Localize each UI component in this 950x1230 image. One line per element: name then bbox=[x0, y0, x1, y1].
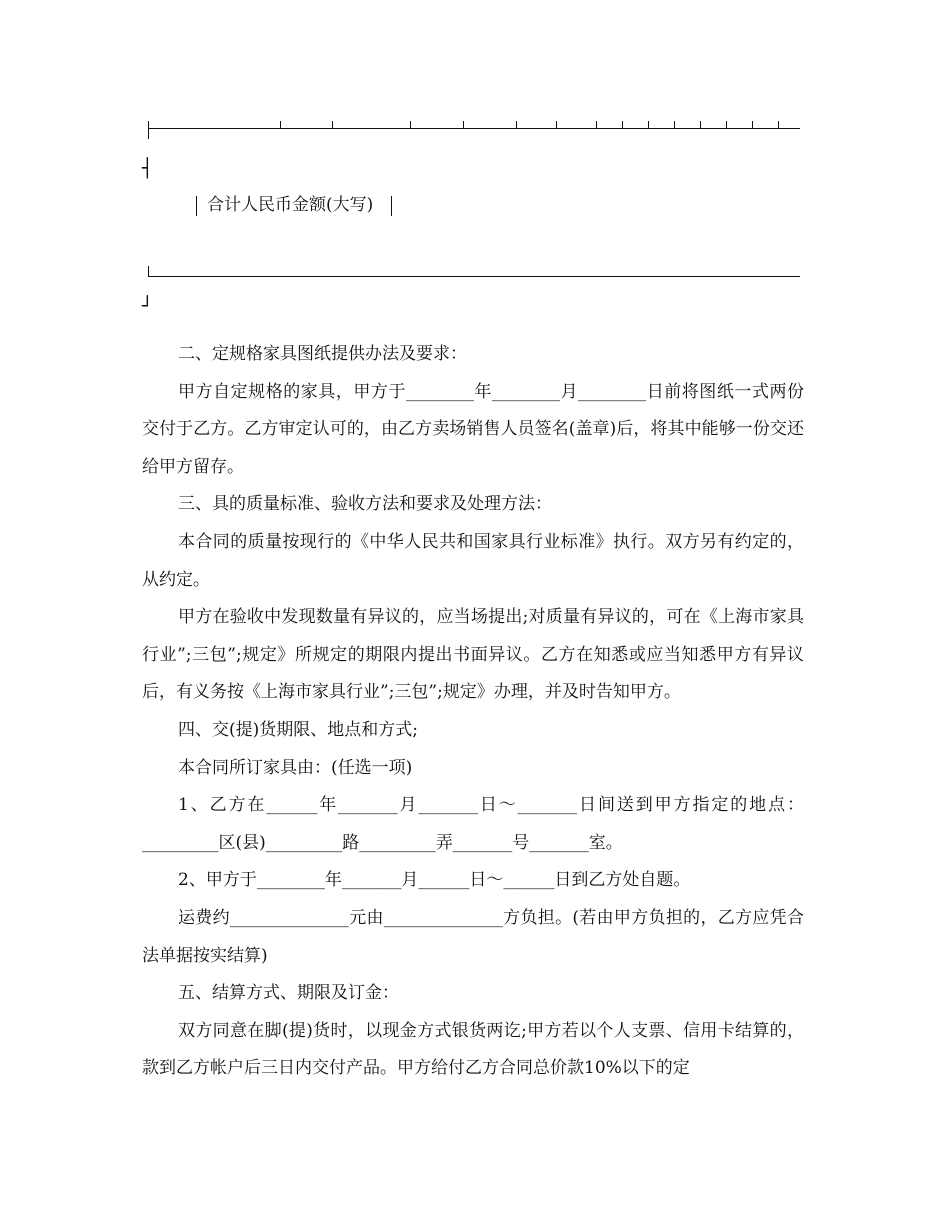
paragraph: 甲方自定规格的家具，甲方于________年________月________日前将图纸一式两份交付于乙方。乙方审定认可的，由乙方卖场销售人员签名(盖章)后，将其中能够一份交还给甲方留存。 bbox=[142, 381, 804, 477]
paragraph: 双方同意在脚(提)货时，以现金方式银货两讫;甲方若以个人支票、信用卡结算的，款到乙方帐户后三日内交付产品。甲方给付乙方合同总价款10%以下的定 bbox=[142, 1020, 804, 1079]
total-amount-row bbox=[186, 194, 402, 216]
table-column-tick bbox=[674, 121, 675, 129]
paragraph: 1、乙方在______年_______月_______日～_______日间送到甲方指定的地点：_________区(县)_________路_________弄_______号_______室。 bbox=[142, 795, 804, 853]
total-amount-label: 合计人民币金额(大写) bbox=[207, 195, 374, 215]
table-column-tick bbox=[648, 121, 649, 129]
contract-body bbox=[142, 336, 804, 1088]
table-column-tick bbox=[332, 121, 333, 129]
table-bottom-right-corner: ┘ bbox=[142, 296, 153, 317]
paragraph: 甲方在验收中发现数量有异议的，应当场提出;对质量有异议的，可在《上海市家具行业”;三包”;规定》所规定的期限内提出书面异议。乙方在知悉或应当知悉甲方有异议后，有义务按《上海市家具行业”;三包”;规定》办理，并及时告知甲方。 bbox=[142, 607, 804, 703]
table-column-tick bbox=[622, 121, 623, 129]
paragraph: 本合同的质量按现行的《中华人民共和国家具行业标准》执行。双方另有约定的，从约定。 bbox=[142, 531, 804, 590]
section-heading: 四、交(提)货期限、地点和方式; bbox=[178, 719, 418, 740]
paragraph: 2、甲方于________年_______月______日～______日到乙方处自题。 bbox=[178, 870, 691, 891]
cell-border bbox=[196, 196, 197, 216]
table-top-border bbox=[148, 128, 800, 129]
table-column-tick bbox=[410, 121, 411, 129]
table-column-tick bbox=[752, 121, 753, 129]
section-heading: 五、结算方式、期限及订金： bbox=[178, 983, 399, 1004]
table-column-tick bbox=[280, 121, 281, 129]
table-column-tick bbox=[726, 121, 727, 129]
table-column-tick bbox=[463, 121, 464, 129]
table-column-tick bbox=[700, 121, 701, 129]
section-heading: 二、定规格家具图纸提供办法及要求： bbox=[178, 344, 467, 364]
table-right-corner: ┤ bbox=[142, 158, 153, 179]
cell-border bbox=[391, 196, 392, 216]
table-column-tick bbox=[596, 121, 597, 129]
paragraph: 本合同所订家具由：(任选一项) bbox=[178, 757, 413, 778]
table-column-tick bbox=[516, 121, 517, 129]
table-column-tick bbox=[556, 121, 557, 129]
table-column-tick bbox=[778, 121, 779, 129]
table-bottom-border bbox=[148, 276, 800, 277]
paragraph: 运费约______________元由______________方负担。(若由甲方负担的，乙方应凭合法单据按实结算) bbox=[142, 907, 804, 966]
table-left-tick bbox=[148, 121, 149, 139]
section-heading: 三、具的质量标准、验收方法和要求及处理方法： bbox=[178, 494, 552, 515]
